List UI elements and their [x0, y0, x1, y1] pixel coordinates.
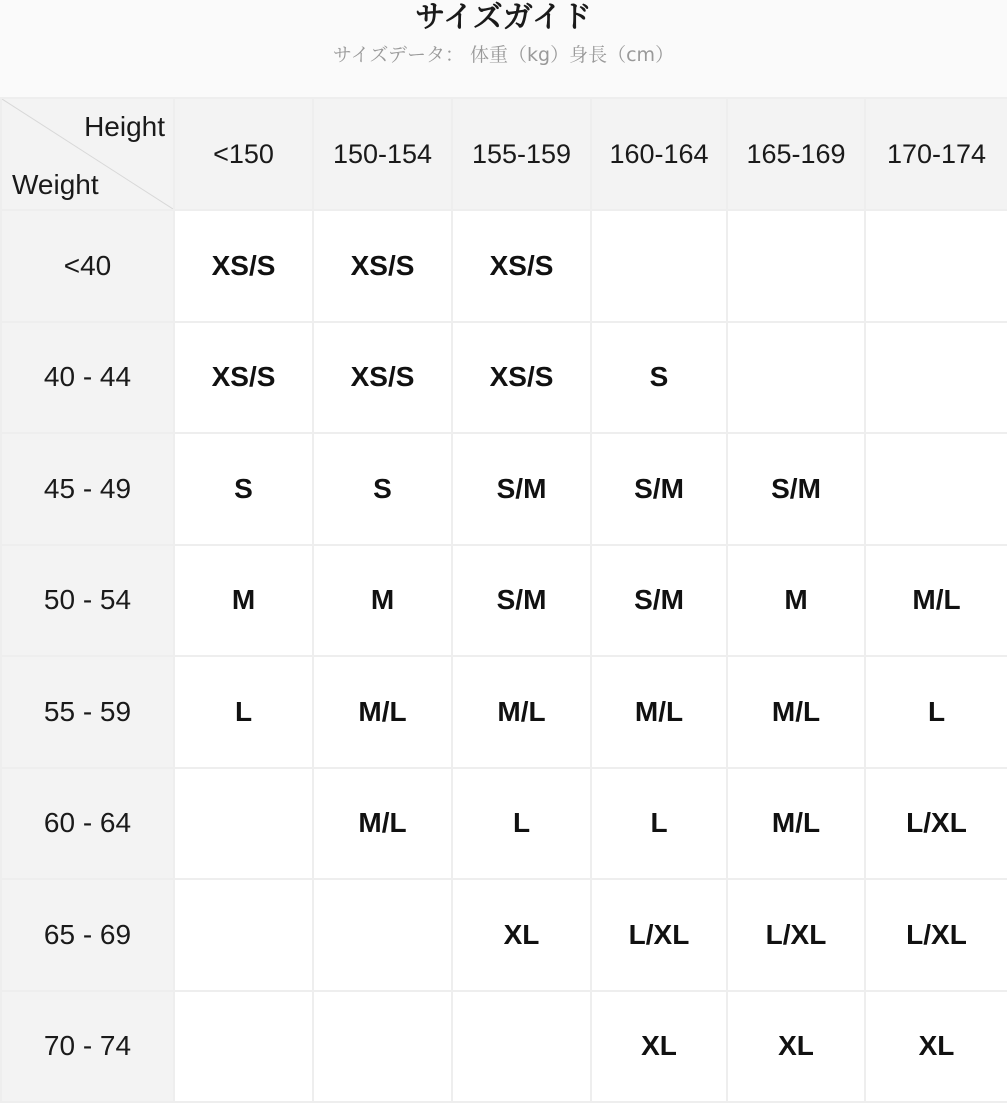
- size-cell: S: [313, 433, 452, 545]
- column-header: 165-169: [727, 98, 865, 210]
- size-cell: [174, 768, 313, 880]
- page-subtitle: サイズデータ： 体重（kg）身長（cm）: [332, 44, 675, 66]
- size-cell: M/L: [452, 656, 591, 768]
- size-cell: S/M: [591, 545, 727, 657]
- size-cell: S/M: [727, 433, 865, 545]
- row-header: 50 - 54: [1, 545, 174, 657]
- size-cell: [865, 433, 1007, 545]
- size-cell: XL: [591, 991, 727, 1103]
- table-row: [1, 879, 1007, 991]
- size-cell: S: [591, 322, 727, 434]
- size-cell: XS/S: [174, 322, 313, 434]
- size-cell: M: [727, 545, 865, 657]
- size-cell: [174, 991, 313, 1103]
- size-cell: M/L: [727, 768, 865, 880]
- size-cell: S/M: [591, 433, 727, 545]
- size-cell: [174, 879, 313, 991]
- size-cell: L/XL: [727, 879, 865, 991]
- column-header: 150-154: [313, 98, 452, 210]
- column-header: 170-174: [865, 98, 1007, 210]
- table-row: [1, 322, 1007, 434]
- size-cell: L/XL: [865, 879, 1007, 991]
- size-cell: M/L: [865, 545, 1007, 657]
- size-cell: XS/S: [174, 210, 313, 322]
- size-cell: [865, 210, 1007, 322]
- size-cell: [313, 879, 452, 991]
- row-header: 45 - 49: [1, 433, 174, 545]
- size-cell: L: [591, 768, 727, 880]
- corner-header: [1, 98, 174, 210]
- size-cell: S/M: [452, 545, 591, 657]
- row-header: 55 - 59: [1, 656, 174, 768]
- size-cell: L: [174, 656, 313, 768]
- weight-axis-label: Weight: [12, 169, 99, 200]
- size-cell: XS/S: [313, 322, 452, 434]
- size-cell: [591, 210, 727, 322]
- size-cell: [727, 322, 865, 434]
- column-header: 160-164: [591, 98, 727, 210]
- size-cell: M/L: [591, 656, 727, 768]
- height-axis-label: Height: [84, 111, 165, 142]
- size-cell: S/M: [452, 433, 591, 545]
- size-cell: S: [174, 433, 313, 545]
- size-cell: M/L: [313, 656, 452, 768]
- size-guide-header: [0, 0, 1007, 97]
- size-chart-table: [0, 97, 1007, 1103]
- size-cell: M: [174, 545, 313, 657]
- size-cell: XS/S: [313, 210, 452, 322]
- size-cell: M/L: [727, 656, 865, 768]
- table-row: [1, 768, 1007, 880]
- size-cell: [727, 210, 865, 322]
- size-cell: XL: [727, 991, 865, 1103]
- size-cell: XS/S: [452, 322, 591, 434]
- size-cell: L/XL: [865, 768, 1007, 880]
- table-row: [1, 656, 1007, 768]
- column-header: <150: [174, 98, 313, 210]
- row-header: 60 - 64: [1, 768, 174, 880]
- size-cell: XS/S: [452, 210, 591, 322]
- row-header: 40 - 44: [1, 322, 174, 434]
- size-cell: L: [452, 768, 591, 880]
- size-cell: [452, 991, 591, 1103]
- table-row: [1, 210, 1007, 322]
- table-header-row: [1, 98, 1007, 210]
- size-cell: XL: [865, 991, 1007, 1103]
- table-row: [1, 433, 1007, 545]
- size-cell: [865, 322, 1007, 434]
- row-header: 65 - 69: [1, 879, 174, 991]
- size-cell: [313, 991, 452, 1103]
- size-cell: L: [865, 656, 1007, 768]
- table-row: [1, 991, 1007, 1103]
- size-cell: M/L: [313, 768, 452, 880]
- row-header: <40: [1, 210, 174, 322]
- column-header: 155-159: [452, 98, 591, 210]
- table-row: [1, 545, 1007, 657]
- size-cell: L/XL: [591, 879, 727, 991]
- size-cell: XL: [452, 879, 591, 991]
- row-header: 70 - 74: [1, 991, 174, 1103]
- page-title: サイズガイド: [415, 0, 592, 35]
- size-cell: M: [313, 545, 452, 657]
